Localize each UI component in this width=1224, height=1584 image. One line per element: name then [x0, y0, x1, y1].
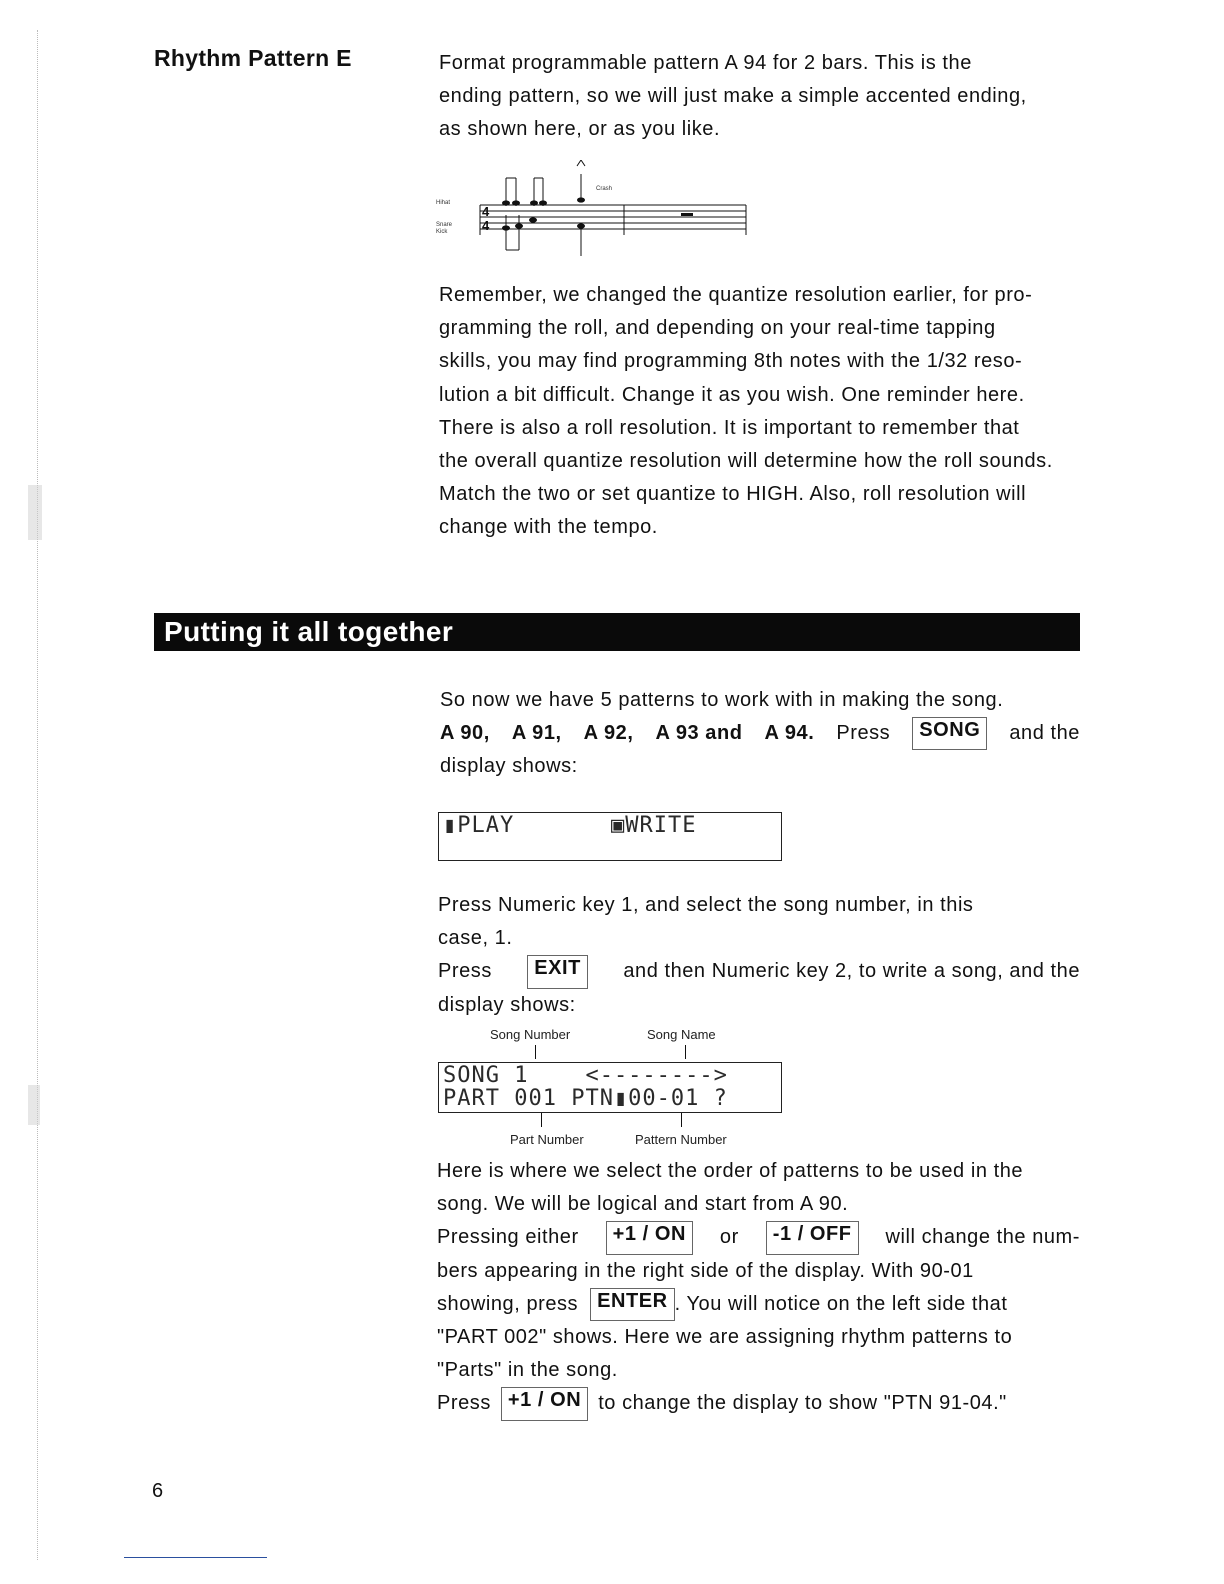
- kick-label: Kick: [436, 229, 448, 235]
- text-line: "Parts" in the song.: [437, 1359, 618, 1382]
- hihat-label: Hihat: [436, 200, 451, 206]
- text-line: bers appearing in the right side of the display. With 90-01: [437, 1259, 974, 1282]
- text-line: Match the two or set quantize to HIGH. Also, roll resolution will: [439, 483, 1027, 506]
- pattern-a93: A 93 and: [655, 722, 743, 745]
- pattern-a91: A 91,: [511, 722, 562, 745]
- drum-staff: [436, 160, 756, 260]
- text-line: lution a bit difficult. Change it as you wish. One reminder here.: [439, 383, 1025, 406]
- exit-line: [438, 955, 1080, 988]
- text-line: display shows:: [438, 993, 576, 1016]
- section-header-bar: [154, 613, 1080, 651]
- plus-one-on-key: +1 / ON: [501, 1387, 588, 1420]
- lcd-song-row: SONG 1 <-------->: [443, 1063, 728, 1088]
- text-line: So now we have 5 patterns to work with in making the song.: [440, 689, 1004, 711]
- pattern-a92: A 92,: [583, 722, 634, 745]
- time-signature-bottom: 4: [482, 218, 490, 233]
- pressing-either: Pressing either: [437, 1226, 579, 1249]
- final-line-rest: to change the display to show "PTN 91-04.": [598, 1392, 1007, 1415]
- section-title: Putting it all together: [164, 616, 454, 647]
- text-line: Press Numeric key 1, and select the song number, in this: [438, 894, 974, 916]
- numeric-key-paragraph: [438, 889, 1080, 1022]
- enter-line: [437, 1288, 1080, 1321]
- arrow-up-icon: [681, 1113, 682, 1127]
- or-word: or: [719, 1226, 739, 1249]
- text-line: as shown here, or as you like.: [439, 118, 721, 141]
- side-heading: Rhythm Pattern E: [154, 45, 352, 71]
- crash-label: Crash: [596, 186, 613, 192]
- plus-one-on-key: +1 / ON: [606, 1221, 693, 1254]
- showing-press: showing, press: [437, 1292, 579, 1315]
- arrow-down-icon: [685, 1045, 686, 1059]
- text-line: change with the tempo.: [439, 516, 658, 539]
- scan-edge-line: [124, 1557, 267, 1558]
- exit-key: EXIT: [527, 955, 588, 988]
- page-number: 6: [152, 1480, 164, 1502]
- lcd-write: ▣WRITE: [611, 813, 697, 838]
- scan-speckle: [28, 1085, 40, 1125]
- snare-label: Snare: [436, 222, 453, 228]
- scan-speckle: [28, 485, 42, 540]
- enter-key: ENTER: [590, 1288, 675, 1321]
- text-line: Format programmable pattern A 94 for 2 bars. This is the: [439, 52, 972, 74]
- and-the-text: and the: [1009, 722, 1080, 745]
- text-line: song. We will be logical and start from A 90.: [437, 1193, 849, 1216]
- lcd-display-song-part: [438, 1062, 782, 1113]
- text-line: Here is where we select the order of patterns to be used in the: [437, 1160, 1024, 1182]
- arrow-down-icon: [535, 1045, 536, 1059]
- text-line: Remember, we changed the quantize resolution earlier, for pro-: [439, 284, 1033, 306]
- lcd-display-play-write: [438, 812, 782, 861]
- text-line: case, 1.: [438, 927, 513, 950]
- text-line: ending pattern, so we will just make a simple accented ending,: [439, 85, 1027, 108]
- part-number-caption: Part Number: [510, 1132, 584, 1147]
- pattern-a90: A 90,: [440, 722, 490, 745]
- enter-line-rest: . You will notice on the left side that: [674, 1292, 1008, 1315]
- text-line: skills, you may find programming 8th notes with the 1/32 reso-: [439, 350, 1023, 373]
- press-word: Press: [836, 722, 891, 745]
- intro-paragraph: [439, 47, 1080, 147]
- pattern-a94: A 94.: [764, 722, 815, 745]
- order-paragraph: [437, 1155, 1080, 1421]
- song-name-caption: Song Name: [647, 1027, 716, 1042]
- final-line: [437, 1387, 1080, 1420]
- remember-paragraph: [439, 279, 1080, 545]
- press-word: Press: [437, 1392, 491, 1415]
- exit-line-rest: and then Numeric key 2, to write a song, and the: [623, 960, 1080, 983]
- minus-one-off-key: -1 / OFF: [766, 1221, 859, 1254]
- pressing-rest: will change the num-: [885, 1226, 1080, 1249]
- text-line: "PART 002" shows. Here we are assigning rhythm patterns to: [437, 1326, 1013, 1349]
- press-word: Press: [438, 960, 492, 983]
- text-line: gramming the roll, and depending on your real-time tapping: [439, 317, 996, 340]
- song-key: SONG: [912, 717, 987, 750]
- pressing-line: [437, 1221, 1080, 1254]
- arrow-up-icon: [541, 1113, 542, 1127]
- text-line: There is also a roll resolution. It is important to remember that: [439, 416, 1020, 439]
- scan-margin-dots: [37, 30, 38, 1560]
- pattern-number-caption: Pattern Number: [635, 1132, 727, 1147]
- together-paragraph: [440, 684, 1080, 784]
- drum-notation-figure: [436, 160, 756, 260]
- lcd-play: ▮PLAY: [443, 813, 515, 838]
- lcd-part-row: PART 001 PTN▮00-01 ?: [443, 1086, 728, 1111]
- time-signature-top: 4: [482, 204, 490, 219]
- pattern-list-line: [440, 717, 1080, 750]
- song-number-caption: Song Number: [490, 1027, 571, 1042]
- text-line: display shows:: [440, 755, 578, 778]
- text-line: the overall quantize resolution will determine how the roll sounds.: [439, 450, 1053, 473]
